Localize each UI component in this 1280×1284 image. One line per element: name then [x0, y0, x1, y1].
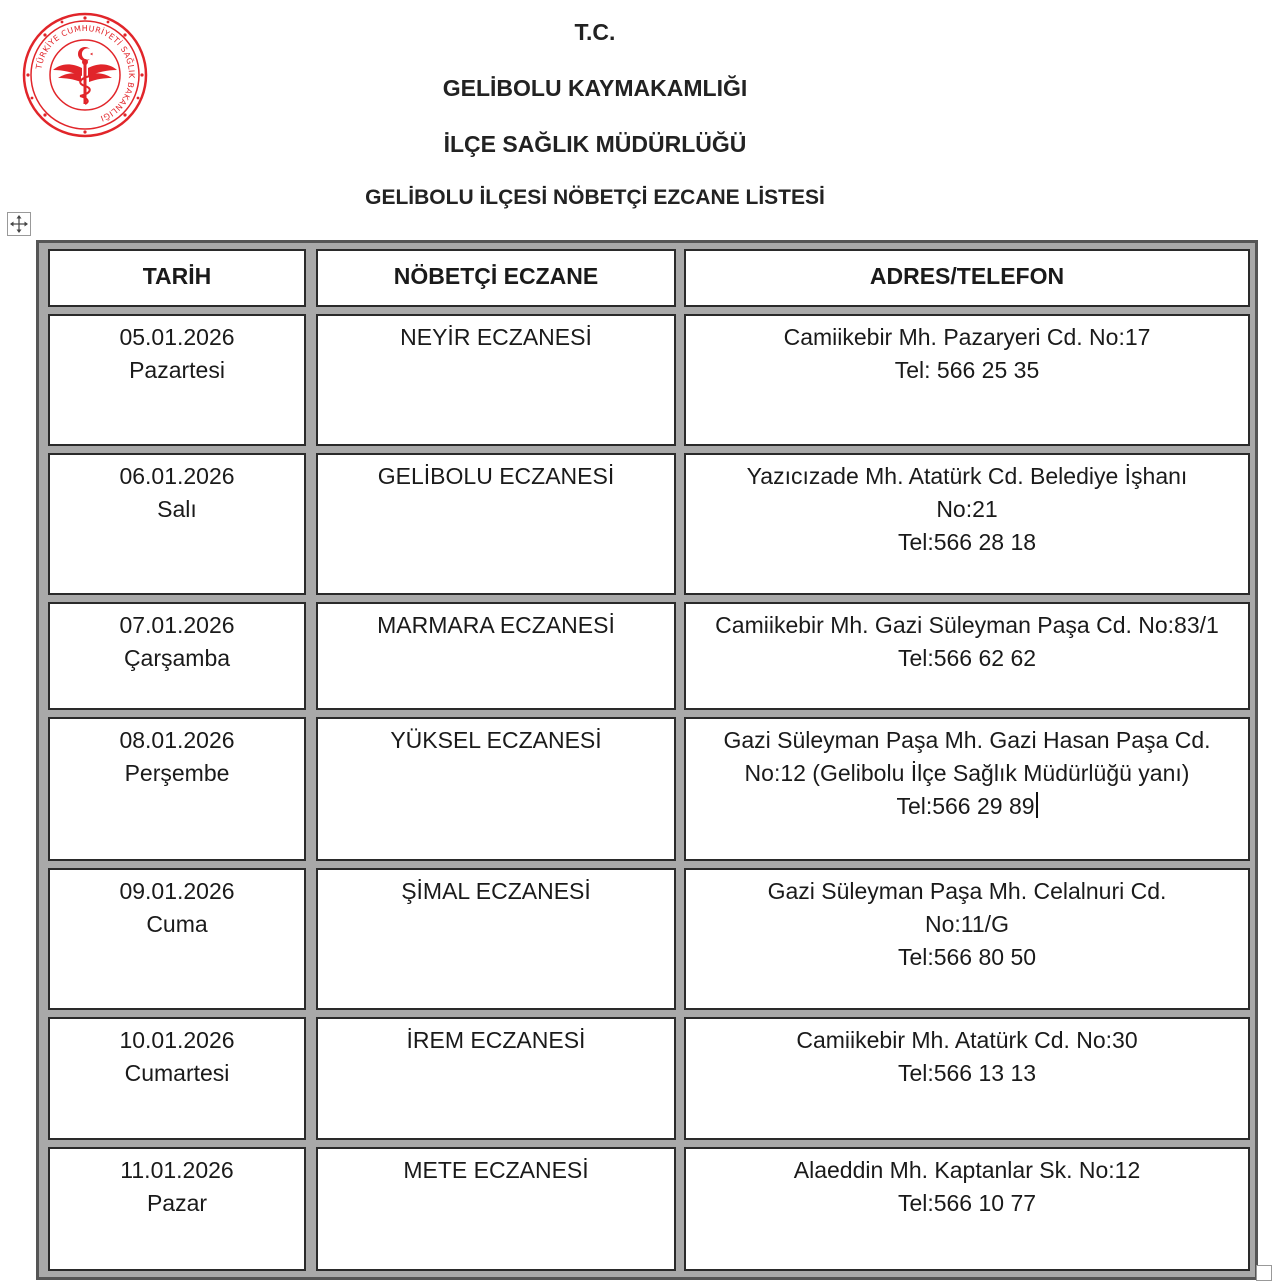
column-header-date: TARİH [48, 249, 306, 307]
pharmacy-name: ŞİMAL ECZANESİ [401, 878, 591, 904]
table-resize-handle[interactable] [1256, 1265, 1272, 1281]
column-header-address: ADRES/TELEFON [684, 249, 1250, 307]
row-pharmacy-cell [316, 717, 676, 861]
table-move-handle[interactable] [7, 212, 31, 236]
row-date-cell [48, 1147, 306, 1271]
row-date-cell [48, 453, 306, 595]
row-address-cell: Camiikebir Mh. Atatürk Cd. No:30 Tel:566 13 13 [684, 1017, 1250, 1140]
day-text: Cuma [146, 911, 208, 937]
day-text: Çarşamba [123, 645, 231, 671]
pharmacy-name: MARMARA ECZANESİ [377, 612, 615, 638]
pharmacy-duty-table [36, 240, 1258, 1280]
pharmacy-name: NEYİR ECZANESİ [400, 324, 592, 350]
day-text: Perşembe [124, 760, 230, 786]
day-text: Salı [157, 496, 197, 522]
column-header-pharmacy: NÖBETÇİ ECZANE [316, 249, 676, 307]
row-pharmacy-cell [316, 602, 676, 710]
row-pharmacy-cell [316, 453, 676, 595]
row-date-cell [48, 717, 306, 861]
pharmacy-name: METE ECZANESİ [403, 1157, 589, 1183]
date-text: 10.01.2026 [119, 1027, 235, 1053]
header-saglik-mudurlugu: İLÇE SAĞLIK MÜDÜRLÜĞÜ [443, 131, 747, 157]
pharmacy-name: İREM ECZANESİ [406, 1027, 586, 1053]
row-date-cell [48, 314, 306, 446]
header-tc: T.C. [574, 19, 616, 45]
row-address-cell: Gazi Süleyman Paşa Mh. Celalnuri Cd. No:11/G Tel:566 80 50 [684, 868, 1250, 1010]
row-date-cell [48, 1017, 306, 1140]
text-cursor [1036, 792, 1038, 818]
date-text: 06.01.2026 [119, 463, 235, 489]
date-text: 08.01.2026 [119, 727, 235, 753]
row-address-cell: Yazıcızade Mh. Atatürk Cd. Belediye İşhanı No:21 Tel:566 28 18 [684, 453, 1250, 595]
row-pharmacy-cell [316, 314, 676, 446]
row-address-cell: Alaeddin Mh. Kaptanlar Sk. No:12 Tel:566 10 77 [684, 1147, 1250, 1271]
day-text: Pazartesi [129, 357, 225, 383]
pharmacy-name: YÜKSEL ECZANESİ [390, 727, 602, 753]
row-address-cell: Camiikebir Mh. Pazaryeri Cd. No:17 Tel: 566 25 35 [684, 314, 1250, 446]
date-text: 09.01.2026 [119, 878, 235, 904]
row-pharmacy-cell [316, 1147, 676, 1271]
row-address-cell[interactable]: Gazi Süleyman Paşa Mh. Gazi Hasan Paşa Cd. No:12 (Gelibolu İlçe Sağlık Müdürlüğü yanı) Tel:566 29 89 [684, 717, 1250, 861]
svg-text:TÜRKİYE CUMHURİYETİ SAĞLIK BAK: TÜRKİYE CUMHURİYETİ SAĞLIK BAKANLIĞI [34, 23, 137, 124]
date-text: 05.01.2026 [119, 324, 235, 350]
row-date-cell [48, 602, 306, 710]
row-pharmacy-cell [316, 868, 676, 1010]
day-text: Pazar [146, 1190, 208, 1216]
date-text: 07.01.2026 [119, 612, 235, 638]
row-date-cell [48, 868, 306, 1010]
row-pharmacy-cell [316, 1017, 676, 1140]
header-list-title: GELİBOLU İLÇESİ NÖBETÇİ EZCANE LİSTESİ [365, 186, 825, 209]
row-address-cell: Camiikebir Mh. Gazi Süleyman Paşa Cd. No:83/1 Tel:566 62 62 [684, 602, 1250, 710]
header-kaymakamlik: GELİBOLU KAYMAKAMLIĞI [442, 75, 748, 101]
move-arrows-icon [8, 213, 30, 235]
pharmacy-name: GELİBOLU ECZANESİ [377, 463, 615, 489]
day-text: Cumartesi [124, 1060, 230, 1086]
date-text: 11.01.2026 [120, 1157, 234, 1183]
